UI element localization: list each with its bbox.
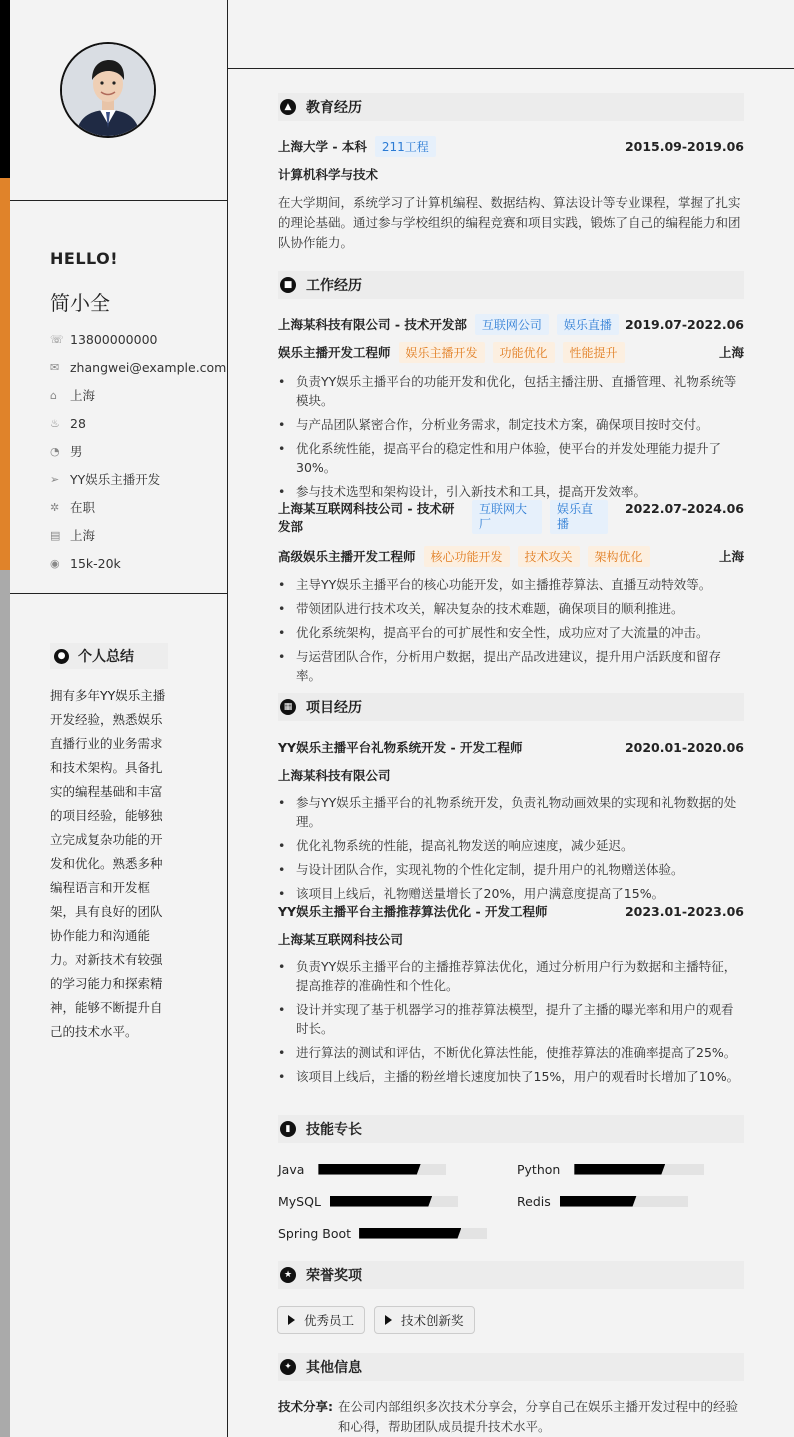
job-location: 上海 (718, 345, 744, 360)
play-icon (288, 1315, 295, 1325)
skill-item (278, 1159, 446, 1179)
info-icon: ✦ (280, 1359, 296, 1375)
company-tag: 互联网公司 (475, 314, 549, 335)
phone-icon: ☏ (50, 332, 64, 346)
award-icon: ★ (280, 1267, 296, 1283)
role-tag: 核心功能开发 (424, 546, 510, 567)
list-item: • 与产品团队紧密合作，分析业务需求，制定技术方案，确保项目按时交付。 (278, 415, 744, 434)
settings-icon: ✲ (50, 500, 60, 514)
skill-item (278, 1191, 458, 1211)
education-row (278, 136, 744, 156)
skill-bar (318, 1164, 446, 1175)
stripe-black (0, 0, 10, 178)
other-text: 在公司内部组织多次技术分享会，分享自己在娱乐主播开发过程中的经验和心得，帮助团队成员提升技术水平。 (338, 1399, 739, 1434)
skill-name: Spring Boot (278, 1225, 352, 1241)
work-header: ■ 工作经历 (278, 271, 744, 299)
accent-stripe (0, 0, 10, 1437)
skill-name: Java (278, 1161, 305, 1177)
skill-bar (359, 1228, 487, 1239)
award-badge[interactable]: 技术创新奖 (374, 1306, 475, 1334)
list-item: • 参与技术选型和架构设计，引入新技术和工具，提高开发效率。 (278, 482, 744, 501)
money-icon: ◉ (50, 556, 60, 570)
company-tag: 娱乐直播 (557, 314, 619, 335)
info-job-target: ➢ YY娱乐主播开发 (50, 472, 161, 487)
major: 计算机科学与技术 (278, 167, 379, 182)
job-bullets (278, 372, 744, 506)
job-bullets (278, 575, 744, 690)
summary-header: ● 个人总结 (50, 643, 168, 669)
project-name: YY娱乐主播平台礼物系统开发 - 开发工程师 (278, 740, 523, 755)
list-item: • 优化礼物系统的性能，提高礼物发送的响应速度，减少延迟。 (278, 836, 744, 855)
project-title-row (278, 901, 744, 921)
greeting: HELLO! (50, 249, 119, 268)
other-row (278, 1397, 744, 1437)
role-tag: 架构优化 (588, 546, 650, 567)
project-period: 2020.01-2020.06 (624, 739, 744, 755)
divider (10, 200, 228, 201)
role-tag: 功能优化 (493, 342, 555, 363)
divider (228, 68, 794, 69)
list-item: • 负责YY娱乐主播平台的功能开发和优化，包括主播注册、直播管理、礼物系统等模块。 (278, 372, 744, 410)
job-period: 2019.07-2022.06 (624, 316, 744, 332)
job-period: 2022.07-2024.06 (624, 501, 744, 516)
list-item: • 与设计团队合作，实现礼物的个性化定制，提升用户的礼物赠送体验。 (278, 860, 744, 879)
job-company: 上海某科技有限公司 - 技术开发部 (278, 317, 467, 332)
info-gender: ◔ 男 (50, 444, 83, 459)
summary-text: 拥有多年YY娱乐主播开发经验，熟悉娱乐直播行业的业务需求和技术架构。具备扎实的编程基础和丰富的项目经验，能够独立完成复杂功能的开发和优化。熟悉多种编程语言和开发框架，具有良好的团队协作能力和沟通能力。对新技术有较强的学习能力和探索精神，能够不断提升自己的技术水平。 (50, 688, 166, 1039)
list-item: • 该项目上线后，礼物赠送量增长了20%，用户满意度提高了15%。 (278, 884, 744, 903)
skill-item (517, 1191, 688, 1211)
skill-name: MySQL (278, 1193, 321, 1209)
school-name: 上海大学 - 本科 (278, 139, 367, 154)
honors-header: ★ 荣誉奖项 (278, 1261, 744, 1289)
contact-info (50, 325, 226, 577)
mail-icon: ✉ (50, 360, 60, 374)
list-item: • 带领团队进行技术攻关，解决复杂的技术难题，确保项目的顺利推进。 (278, 599, 744, 618)
job-role: 高级娱乐主播开发工程师 (278, 549, 416, 564)
project-title-row (278, 737, 744, 757)
company-tag: 互联网大厂 (472, 500, 542, 534)
skill-level-fill (560, 1196, 637, 1207)
play-icon (385, 1315, 392, 1325)
list-item: • 主导YY娱乐主播平台的核心功能开发，如主播推荐算法、直播互动特效等。 (278, 575, 744, 594)
company-tag: 娱乐直播 (550, 500, 608, 534)
info-salary: ◉ 15k-20k (50, 555, 121, 571)
skill-bar (330, 1196, 458, 1207)
education-header: ▲ 教育经历 (278, 93, 744, 121)
project-period: 2023.01-2023.06 (624, 903, 744, 919)
skill-item (517, 1159, 704, 1179)
skill-bar (574, 1164, 704, 1175)
project-bullets (278, 793, 744, 908)
graduation-cap-icon: ▲ (280, 99, 296, 115)
list-item: • 优化系统性能，提高平台的稳定性和用户体验，使平台的并发处理能力提升了30%。 (278, 439, 744, 477)
user-icon: ● (54, 649, 69, 664)
project-company: 上海某互联网科技公司 (278, 932, 404, 947)
list-item: • 负责YY娱乐主播平台的主播推荐算法优化，通过分析用户行为数据和主播特征，提高推荐的准确性和个性化。 (278, 957, 744, 995)
role-tag: 技术攻关 (518, 546, 580, 567)
skills-header: ▮ 技能专长 (278, 1115, 744, 1143)
role-tag: 性能提升 (563, 342, 625, 363)
other-header: ✦ 其他信息 (278, 1353, 744, 1381)
home-icon: ⌂ (50, 388, 57, 402)
education-description: 在大学期间，系统学习了计算机编程、数据结构、算法设计等专业课程，掌握了扎实的理论基础。通过参与学校组织的编程竞赛和项目实践，锻炼了自己的编程能力和团队协作能力。 (278, 195, 741, 250)
candidate-name: 简小全 (50, 291, 110, 315)
list-item: • 设计并实现了基于机器学习的推荐算法模型，提升了主播的曝光率和用户的观看时长。 (278, 1000, 744, 1038)
job-company: 上海某互联网科技公司 - 技术研发部 (278, 501, 455, 534)
other-label: 技术分享: (278, 1399, 333, 1414)
skill-name: Python (517, 1161, 561, 1177)
divider (10, 593, 228, 594)
cake-icon: ♨ (50, 416, 60, 430)
info-work-city: ▤ 上海 (50, 528, 96, 543)
grid-icon: ▦ (280, 699, 296, 715)
skill-level-fill (318, 1164, 420, 1175)
info-status: ✲ 在职 (50, 500, 96, 515)
projects-header: ▦ 项目经历 (278, 693, 744, 721)
gender-icon: ◔ (50, 444, 60, 458)
skill-name: Redis (517, 1193, 551, 1209)
job-location: 上海 (718, 549, 744, 564)
bar-chart-icon: ▮ (280, 1121, 296, 1137)
job-role-row (278, 546, 744, 566)
building-icon: ▤ (50, 528, 61, 542)
job-company-row (278, 500, 744, 536)
info-age: ♨ 28 (50, 415, 86, 431)
stripe-gray (0, 570, 10, 1437)
skill-bar (560, 1196, 688, 1207)
education-period: 2015.09-2019.06 (624, 138, 744, 154)
project-company-row (278, 765, 744, 785)
job-role-row (278, 342, 744, 362)
job-role: 娱乐主播开发工程师 (278, 345, 391, 360)
list-item: • 与运营团队合作，分析用户数据，提出产品改进建议，提升用户活跃度和留存率。 (278, 647, 744, 685)
project-bullets (278, 957, 744, 1091)
info-email: ✉ zhangwei@example.com (50, 359, 227, 375)
skill-level-fill (574, 1164, 665, 1175)
stripe-orange (0, 178, 10, 570)
list-item: • 该项目上线后，主播的粉丝增长速度加快了15%，用户的观看时长增加了10%。 (278, 1067, 744, 1086)
skill-level-fill (330, 1196, 432, 1207)
list-item: • 优化系统架构，提高平台的可扩展性和安全性，成功应对了大流量的冲击。 (278, 623, 744, 642)
list-item: • 进行算法的测试和评估，不断优化算法性能，使推荐算法的准确率提高了25%。 (278, 1043, 744, 1062)
skill-level-fill (359, 1228, 461, 1239)
project-company-row (278, 929, 744, 949)
school-tag: 211工程 (375, 136, 436, 157)
skill-item (278, 1223, 487, 1243)
project-name: YY娱乐主播平台主播推荐算法优化 - 开发工程师 (278, 904, 548, 919)
role-tag: 娱乐主播开发 (399, 342, 485, 363)
list-item: • 参与YY娱乐主播平台的礼物系统开发，负责礼物动画效果的实现和礼物数据的处理。 (278, 793, 744, 831)
project-company: 上海某科技有限公司 (278, 768, 391, 783)
job-company-row (278, 314, 744, 334)
avatar (60, 42, 156, 138)
major-row (278, 164, 744, 184)
briefcase-icon: ■ (280, 277, 296, 293)
info-location: ⌂ 上海 (50, 388, 96, 403)
award-badge[interactable]: 优秀员工 (277, 1306, 365, 1334)
send-icon: ➢ (50, 472, 60, 486)
avatar-portrait-icon (62, 44, 154, 136)
info-phone: ☏ 13800000000 (50, 331, 158, 347)
